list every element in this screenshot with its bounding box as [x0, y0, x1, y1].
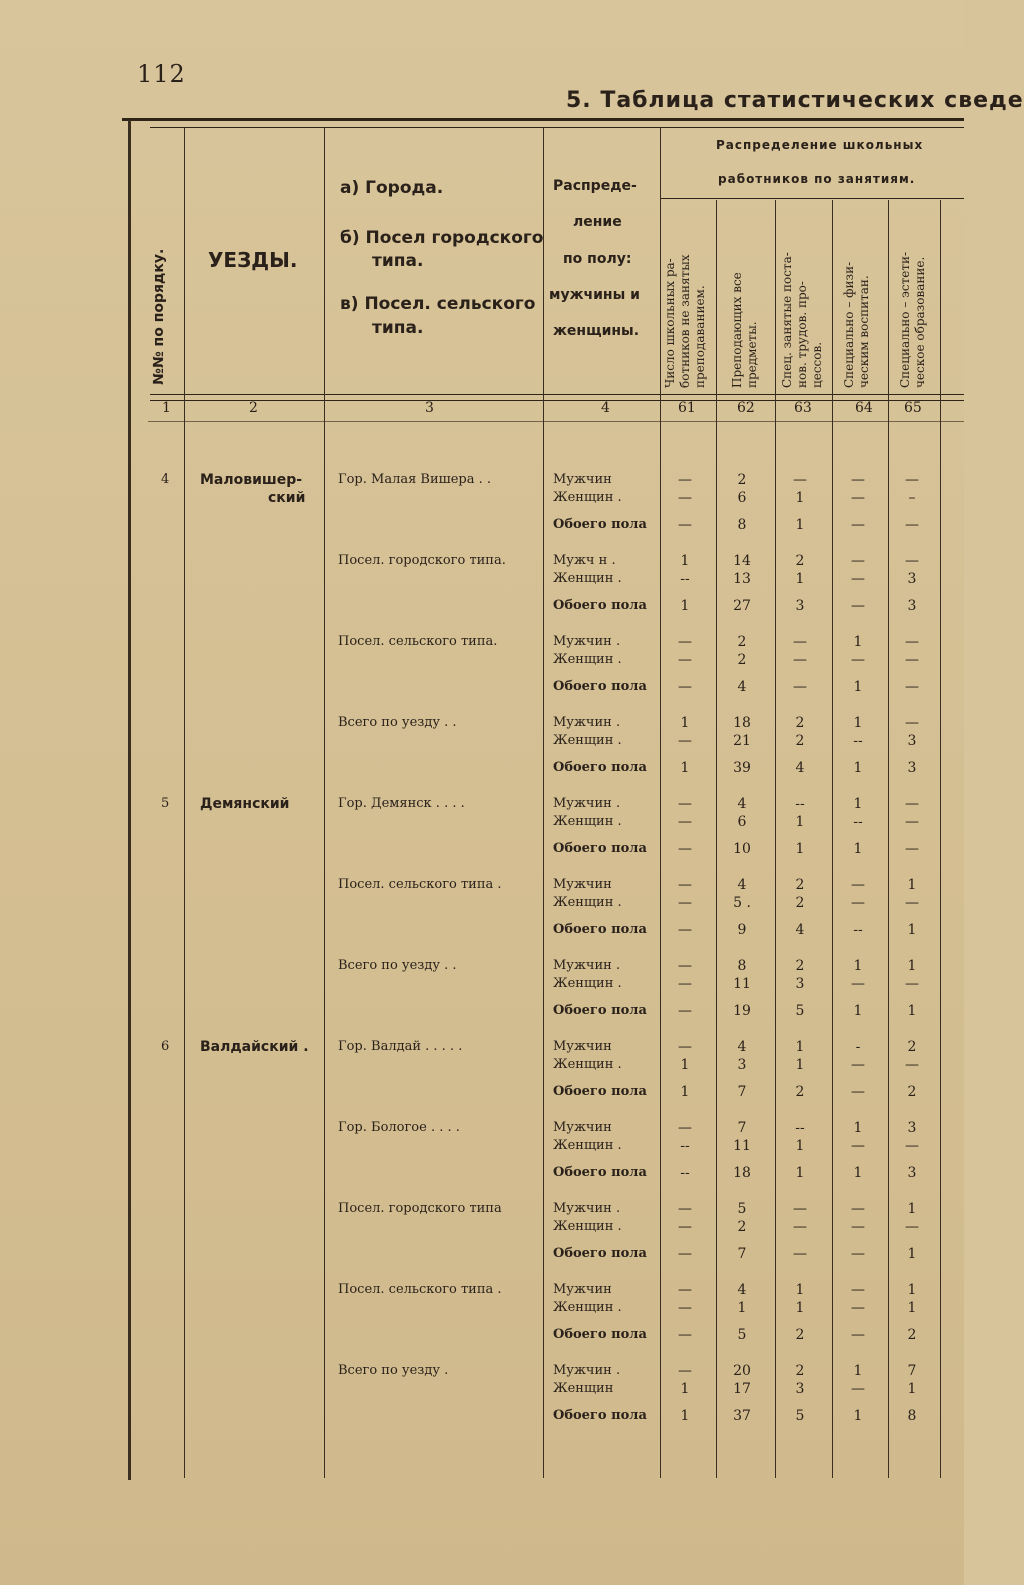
settlement-label: Посел. сельского типа .: [338, 877, 502, 892]
value-col-64: —: [851, 517, 865, 533]
value-col-64: —: [851, 895, 865, 911]
header-sex-3: по полу:: [563, 251, 632, 267]
value-col-65: —: [905, 517, 919, 533]
value-col-64: 1: [853, 1120, 863, 1136]
sex-label: Мужч н .: [553, 553, 616, 568]
value-col-62: 20: [733, 1363, 751, 1379]
value-col-61: 1: [680, 1057, 690, 1073]
value-col-62: 8: [737, 517, 747, 533]
colnum-4: 4: [601, 400, 610, 416]
value-col-63: 3: [795, 598, 805, 614]
value-col-65: —: [905, 796, 919, 812]
value-col-65: 1: [907, 1381, 917, 1397]
value-col-62: 9: [737, 922, 747, 938]
value-col-61: —: [678, 1219, 692, 1235]
value-col-63: 3: [795, 1381, 805, 1397]
colnum-63: 63: [794, 400, 812, 416]
sex-label: Женщин .: [553, 895, 622, 910]
sex-label: Обоего пола: [553, 1408, 647, 1423]
top-rule-thin: [150, 127, 964, 128]
value-col-65: —: [905, 634, 919, 650]
value-col-65: 1: [907, 877, 917, 893]
value-col-65: —: [905, 1057, 919, 1073]
value-col-63: --: [795, 1120, 805, 1136]
value-col-61: —: [678, 796, 692, 812]
value-col-65: —: [905, 1219, 919, 1235]
value-col-65: —: [905, 679, 919, 695]
header-sex-4: мужчины и: [549, 287, 640, 303]
value-col-61: —: [678, 1300, 692, 1316]
value-col-65: —: [905, 895, 919, 911]
value-col-65: 1: [907, 1003, 917, 1019]
sex-label: Женщин: [553, 1381, 614, 1396]
value-col-61: —: [678, 1363, 692, 1379]
value-col-63: —: [793, 472, 807, 488]
header-cities: а) Города.: [340, 178, 444, 198]
settlement-label: Посел. городского типа: [338, 1201, 502, 1216]
settlement-label: Посел. сельского типа .: [338, 1282, 502, 1297]
value-col-64: —: [851, 472, 865, 488]
value-col-64: —: [851, 1057, 865, 1073]
value-col-64: 1: [853, 1363, 863, 1379]
value-col-65: —: [905, 715, 919, 731]
value-col-64: —: [851, 1084, 865, 1100]
left-border: [128, 120, 131, 1480]
value-col-63: 1: [795, 1057, 805, 1073]
value-col-61: —: [678, 652, 692, 668]
value-col-63: 3: [795, 976, 805, 992]
value-col-61: —: [678, 1039, 692, 1055]
sex-label: Мужчин .: [553, 715, 621, 730]
value-col-65: 3: [907, 598, 917, 614]
value-col-62: 37: [733, 1408, 751, 1424]
uezd-name: ский: [268, 490, 306, 506]
settlement-label: Всего по уезду . .: [338, 715, 457, 730]
value-col-63: —: [793, 634, 807, 650]
value-col-63: 5: [795, 1408, 805, 1424]
uezd-name: Демянский: [200, 796, 290, 812]
value-col-63: --: [795, 796, 805, 812]
value-col-62: 13: [733, 571, 751, 587]
value-col-63: 1: [795, 490, 805, 506]
value-col-65: 1: [907, 1246, 917, 1262]
sex-label: Женщин .: [553, 1057, 622, 1072]
value-col-62: 18: [733, 1165, 751, 1181]
header-col65: Специально – эстети- ческое образование.: [898, 251, 927, 388]
value-col-62: 5: [737, 1327, 747, 1343]
top-rule: [122, 118, 964, 121]
value-col-64: 1: [853, 715, 863, 731]
sex-label: Мужчин .: [553, 1201, 621, 1216]
col-divider-5: [716, 200, 717, 1478]
value-col-61: —: [678, 976, 692, 992]
value-col-65: —: [905, 1138, 919, 1154]
sex-label: Женщин .: [553, 1138, 622, 1153]
col-divider-3: [543, 128, 544, 1478]
sex-label: Женщин .: [553, 1219, 622, 1234]
settlement-label: Посел. городского типа.: [338, 553, 506, 568]
value-col-63: 1: [795, 1282, 805, 1298]
colnum-3: 3: [425, 400, 434, 416]
value-col-61: 1: [680, 598, 690, 614]
sex-label: Обоего пола: [553, 922, 647, 937]
header-sex-5: женщины.: [553, 323, 640, 339]
value-col-61: —: [678, 922, 692, 938]
value-col-62: 11: [733, 976, 751, 992]
value-col-63: 1: [795, 1300, 805, 1316]
value-col-62: 4: [737, 1282, 747, 1298]
value-col-65: 3: [907, 760, 917, 776]
value-col-64: —: [851, 598, 865, 614]
value-col-64: —: [851, 1300, 865, 1316]
value-col-62: 3: [737, 1057, 747, 1073]
value-col-65: 3: [907, 1120, 917, 1136]
value-col-61: —: [678, 1327, 692, 1343]
value-col-64: -: [855, 1039, 861, 1055]
value-col-61: 1: [680, 1084, 690, 1100]
value-col-61: —: [678, 490, 692, 506]
settlement-label: Всего по уезду .: [338, 1363, 449, 1378]
header-col61: Число школьных ра- ботников не занятых преподаванием.: [663, 254, 707, 388]
uezd-name: Валдайский .: [200, 1039, 309, 1055]
value-col-61: --: [680, 571, 690, 587]
value-col-65: —: [905, 841, 919, 857]
value-col-65: 1: [907, 922, 917, 938]
value-col-64: --: [853, 922, 863, 938]
value-col-63: 2: [795, 733, 805, 749]
value-col-62: 7: [737, 1120, 747, 1136]
value-col-63: 2: [795, 715, 805, 731]
value-col-61: 1: [680, 1381, 690, 1397]
value-col-64: —: [851, 1201, 865, 1217]
value-col-64: 1: [853, 1408, 863, 1424]
value-col-62: 18: [733, 715, 751, 731]
value-col-61: 1: [680, 553, 690, 569]
value-col-62: 8: [737, 958, 747, 974]
value-col-64: 1: [853, 679, 863, 695]
value-col-64: —: [851, 490, 865, 506]
settlement-label: Всего по уезду . .: [338, 958, 457, 973]
value-col-65: 3: [907, 571, 917, 587]
value-col-61: —: [678, 1201, 692, 1217]
value-col-63: 1: [795, 814, 805, 830]
value-col-62: 4: [737, 679, 747, 695]
colnum-rule: [148, 421, 964, 422]
settlement-label: Гор. Малая Вишера . .: [338, 472, 492, 487]
value-col-62: 10: [733, 841, 751, 857]
value-col-63: —: [793, 1246, 807, 1262]
value-col-61: —: [678, 634, 692, 650]
sex-label: Обоего пола: [553, 1327, 647, 1342]
sex-label: Женщин .: [553, 571, 622, 586]
settlement-label: Гор. Демянск . . . .: [338, 796, 465, 811]
value-col-65: 1: [907, 1300, 917, 1316]
value-col-64: —: [851, 652, 865, 668]
value-col-61: —: [678, 472, 692, 488]
value-col-61: —: [678, 1246, 692, 1262]
header-group-1: Распределение школьных: [716, 138, 924, 152]
colnum-64: 64: [855, 400, 873, 416]
value-col-62: 7: [737, 1246, 747, 1262]
value-col-64: —: [851, 1381, 865, 1397]
header-group-2: работников по занятиям.: [718, 172, 916, 186]
value-col-62: 6: [737, 490, 747, 506]
value-col-61: —: [678, 814, 692, 830]
value-col-62: 39: [733, 760, 751, 776]
value-col-61: --: [680, 1165, 690, 1181]
value-col-63: 2: [795, 1327, 805, 1343]
settlement-label: Посел. сельского типа.: [338, 634, 498, 649]
value-col-63: 2: [795, 958, 805, 974]
value-col-65: 1: [907, 1201, 917, 1217]
sex-label: Обоего пола: [553, 517, 647, 532]
value-col-64: —: [851, 976, 865, 992]
value-col-64: 1: [853, 958, 863, 974]
page-number: 112: [137, 60, 186, 88]
value-col-61: 1: [680, 1408, 690, 1424]
value-col-63: 4: [795, 922, 805, 938]
sex-label: Обоего пола: [553, 760, 647, 775]
settlement-label: Гор. Валдай . . . . .: [338, 1039, 463, 1054]
value-col-65: 2: [907, 1039, 917, 1055]
col-divider-4: [660, 128, 661, 1478]
sex-label: Женщин .: [553, 1300, 622, 1315]
value-col-63: 2: [795, 877, 805, 893]
value-col-64: 1: [853, 1003, 863, 1019]
value-col-64: --: [853, 814, 863, 830]
value-col-61: 1: [680, 760, 690, 776]
sex-label: Мужчин: [553, 1039, 612, 1054]
colnum-1: 1: [162, 400, 171, 416]
value-col-64: 1: [853, 841, 863, 857]
value-col-64: —: [851, 1327, 865, 1343]
value-col-63: 2: [795, 553, 805, 569]
value-col-64: —: [851, 1282, 865, 1298]
col-divider-2: [324, 128, 325, 1478]
header-uezdy: УЕЗДЫ.: [208, 248, 298, 272]
row-number: 6: [161, 1039, 170, 1054]
value-col-65: 8: [907, 1408, 917, 1424]
col-divider-1: [184, 128, 185, 1478]
value-col-65: 2: [907, 1084, 917, 1100]
value-col-65: —: [905, 472, 919, 488]
value-col-62: 2: [737, 634, 747, 650]
value-col-63: —: [793, 679, 807, 695]
header-rule: [150, 394, 964, 395]
value-col-61: —: [678, 895, 692, 911]
sex-label: Обоего пола: [553, 598, 647, 613]
value-col-64: 1: [853, 760, 863, 776]
sex-label: Женщин .: [553, 733, 622, 748]
sex-label: Обоего пола: [553, 679, 647, 694]
col-divider-9: [940, 200, 941, 1478]
value-col-62: 7: [737, 1084, 747, 1100]
value-col-65: 3: [907, 1165, 917, 1181]
value-col-61: —: [678, 733, 692, 749]
sex-label: Обоего пола: [553, 841, 647, 856]
value-col-61: --: [680, 1138, 690, 1154]
header-col64: Специально – физи- ческим воспитан.: [842, 261, 871, 388]
sex-label: Женщин .: [553, 814, 622, 829]
value-col-65: 2: [907, 1327, 917, 1343]
value-col-63: 1: [795, 1138, 805, 1154]
value-col-62: 6: [737, 814, 747, 830]
value-col-65: 1: [907, 1282, 917, 1298]
colnum-62: 62: [737, 400, 755, 416]
value-col-62: 11: [733, 1138, 751, 1154]
header-col-number: №№ по порядку.: [151, 248, 167, 385]
value-col-65: –: [908, 490, 916, 506]
value-col-62: 14: [733, 553, 751, 569]
value-col-65: 7: [907, 1363, 917, 1379]
sex-label: Мужчин: [553, 1282, 612, 1297]
header-urban-2: типа.: [372, 251, 424, 271]
value-col-61: —: [678, 679, 692, 695]
value-col-62: 1: [737, 1300, 747, 1316]
value-col-65: 3: [907, 733, 917, 749]
value-col-64: 1: [853, 1165, 863, 1181]
header-col62: Преподающих все предметы.: [730, 272, 759, 388]
value-col-61: —: [678, 841, 692, 857]
col-divider-8: [888, 200, 889, 1478]
value-col-61: —: [678, 958, 692, 974]
sex-label: Женщин .: [553, 490, 622, 505]
group-rule: [661, 198, 964, 199]
colnum-61: 61: [678, 400, 696, 416]
value-col-62: 2: [737, 1219, 747, 1235]
value-col-61: —: [678, 1282, 692, 1298]
value-col-64: —: [851, 1246, 865, 1262]
value-col-63: —: [793, 1219, 807, 1235]
value-col-63: 1: [795, 517, 805, 533]
value-col-61: 1: [680, 715, 690, 731]
sex-label: Мужчин .: [553, 796, 621, 811]
value-col-63: 5: [795, 1003, 805, 1019]
value-col-64: —: [851, 571, 865, 587]
value-col-62: 5: [737, 1201, 747, 1217]
value-col-63: 4: [795, 760, 805, 776]
sex-label: Мужчин: [553, 877, 612, 892]
value-col-63: 2: [795, 895, 805, 911]
value-col-64: 1: [853, 796, 863, 812]
value-col-64: —: [851, 1138, 865, 1154]
colnum-65: 65: [904, 400, 922, 416]
value-col-61: —: [678, 1003, 692, 1019]
value-col-62: 2: [737, 652, 747, 668]
col-divider-6: [775, 200, 776, 1478]
header-sex-2: ление: [573, 214, 622, 230]
value-col-62: 4: [737, 1039, 747, 1055]
sex-label: Женщин .: [553, 652, 622, 667]
value-col-64: 1: [853, 634, 863, 650]
row-number: 5: [161, 796, 170, 811]
value-col-63: 1: [795, 841, 805, 857]
sex-label: Мужчин: [553, 472, 612, 487]
header-rural-1: в) Посел. сельского: [340, 294, 536, 314]
table-title: 5. Таблица статистических сведе: [566, 88, 1024, 113]
value-col-64: —: [851, 877, 865, 893]
value-col-61: —: [678, 877, 692, 893]
value-col-62: 2: [737, 472, 747, 488]
value-col-62: 21: [733, 733, 751, 749]
value-col-63: —: [793, 1201, 807, 1217]
value-col-63: 1: [795, 1165, 805, 1181]
header-sex-1: Распреде-: [553, 178, 637, 194]
value-col-65: —: [905, 652, 919, 668]
sex-label: Мужчин .: [553, 1363, 621, 1378]
col-divider-7: [832, 200, 833, 1478]
value-col-65: —: [905, 976, 919, 992]
header-col63: Спец. занятые поста- нов. трудов. про- цессов.: [780, 252, 824, 388]
value-col-65: —: [905, 553, 919, 569]
colnum-2: 2: [249, 400, 258, 416]
value-col-62: 27: [733, 598, 751, 614]
row-number: 4: [161, 472, 170, 487]
value-col-62: 4: [737, 796, 747, 812]
sex-label: Мужчин .: [553, 634, 621, 649]
value-col-62: 19: [733, 1003, 751, 1019]
header-rural-2: типа.: [372, 318, 424, 338]
value-col-61: —: [678, 517, 692, 533]
value-col-63: 1: [795, 571, 805, 587]
value-col-65: —: [905, 814, 919, 830]
sex-label: Обоего пола: [553, 1165, 647, 1180]
value-col-64: —: [851, 1219, 865, 1235]
sex-label: Обоего пола: [553, 1246, 647, 1261]
header-urban-1: б) Посел городского: [340, 228, 544, 248]
settlement-label: Гор. Бологое . . . .: [338, 1120, 460, 1135]
header-rule-2: [150, 400, 964, 401]
sex-label: Мужчин: [553, 1120, 612, 1135]
sex-label: Мужчин .: [553, 958, 621, 973]
sex-label: Женщин .: [553, 976, 622, 991]
value-col-63: 2: [795, 1084, 805, 1100]
value-col-61: —: [678, 1120, 692, 1136]
value-col-65: 1: [907, 958, 917, 974]
value-col-63: 1: [795, 1039, 805, 1055]
uezd-name: Маловишер-: [200, 472, 303, 488]
value-col-64: —: [851, 553, 865, 569]
value-col-64: --: [853, 733, 863, 749]
value-col-63: —: [793, 652, 807, 668]
value-col-62: 17: [733, 1381, 751, 1397]
sex-label: Обоего пола: [553, 1003, 647, 1018]
sex-label: Обоего пола: [553, 1084, 647, 1099]
value-col-63: 2: [795, 1363, 805, 1379]
value-col-62: 5 .: [733, 895, 751, 911]
value-col-62: 4: [737, 877, 747, 893]
